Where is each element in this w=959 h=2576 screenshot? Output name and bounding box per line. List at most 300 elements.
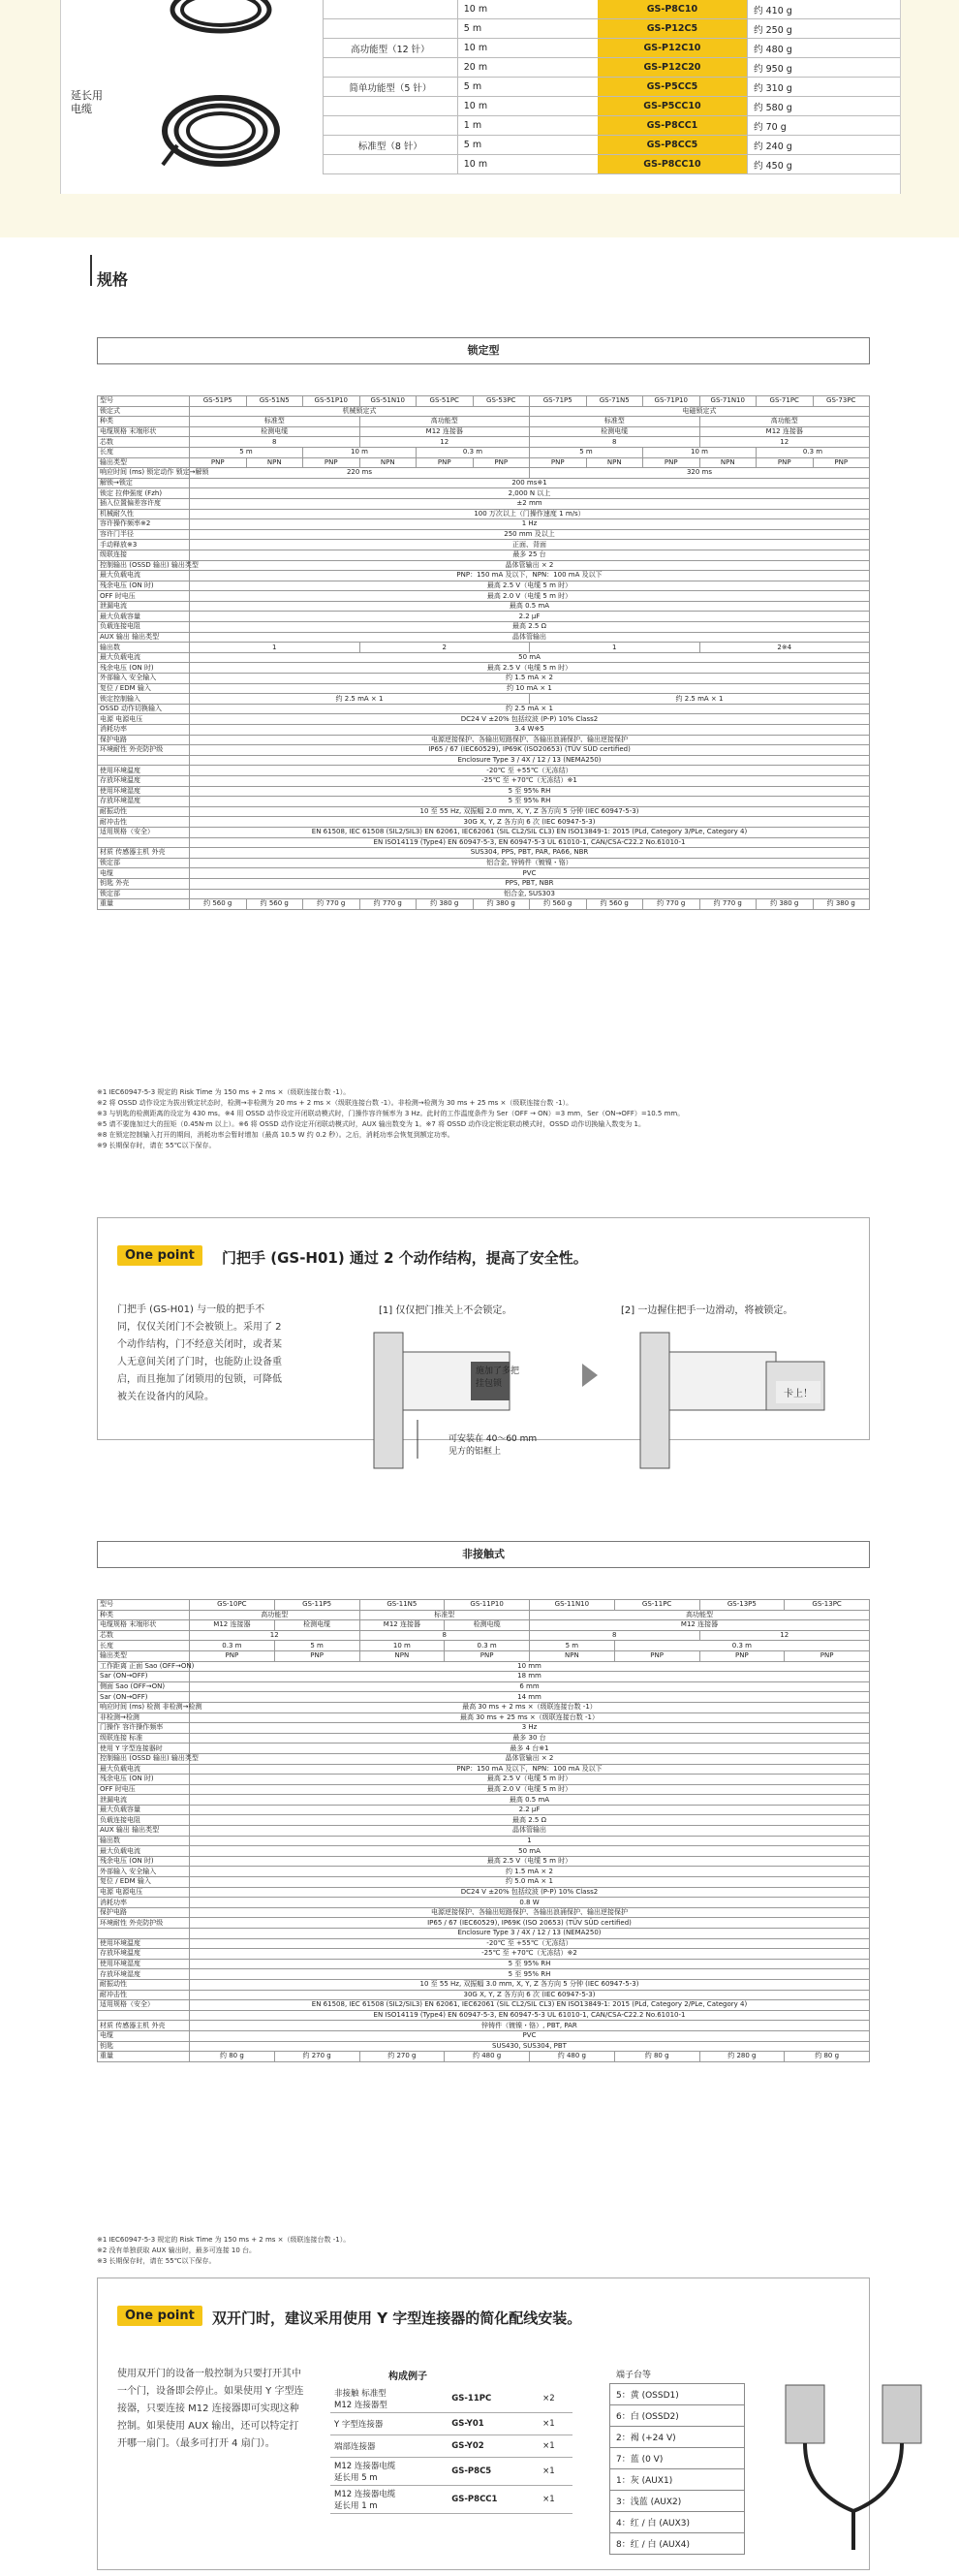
- spec-value: 高功能型: [359, 417, 530, 427]
- spec-value: -20℃ 至 +55℃（无冻结）: [190, 766, 870, 776]
- spec-value: 最高 2.5 V（电缆 5 m 时）: [190, 1856, 870, 1867]
- spec-value: 约 380 g: [757, 899, 814, 910]
- spec-row: [98, 1887, 870, 1898]
- cable-panel: [60, 0, 901, 194]
- wiring-table: [609, 2383, 745, 2555]
- spec-value: IP65 / 67 (IEC60529), IP69K (ISO20653) (TÜV SÜD certified): [190, 745, 870, 756]
- spec-row: [98, 632, 870, 643]
- config-row: [330, 2435, 572, 2458]
- spec-value: DC24 V ±20% 包括纹波 (P-P) 10% Class2: [190, 1887, 870, 1898]
- arrow-right-icon: [582, 1364, 598, 1387]
- spec-value: 检测电缆: [445, 1620, 530, 1631]
- spec-value: 8: [359, 1630, 530, 1641]
- spec-row: [98, 817, 870, 828]
- spec-label: 电源 电源电压: [98, 714, 190, 725]
- cable-wt: 约 480 g: [748, 39, 900, 58]
- spec-value: 锌铸件（镀镍・铬）, PBT, PAR: [190, 2021, 870, 2031]
- spec-value: 0.3 m: [757, 447, 870, 457]
- one-point-badge-2: One point: [117, 2306, 202, 2326]
- cable-pn: GS-P5CC5: [598, 78, 748, 97]
- spec-value: 约 280 g: [699, 2052, 785, 2062]
- spec-value: 5 m: [190, 447, 303, 457]
- spec-label: 最大负载容量: [98, 1805, 190, 1815]
- spec-label: 适用规格（安全）: [98, 2000, 190, 2011]
- spec-row: [98, 704, 870, 714]
- spec-label: 最大负载容量: [98, 612, 190, 622]
- spec-value: 约 10 mA × 1: [190, 683, 870, 694]
- one-point-badge: One point: [117, 1245, 202, 1266]
- spec-value: 2.2 μF: [190, 1805, 870, 1815]
- spec-value: 约 770 g: [643, 899, 700, 910]
- spec-row: [98, 766, 870, 776]
- spec-value: 2※4: [699, 643, 870, 653]
- one-point-heading: 门把手 (GS-H01) 通过 2 个动作结构，提高了安全性。: [222, 1249, 588, 1267]
- spec-label: 电缆: [98, 868, 190, 879]
- spec-value: NPN: [586, 457, 643, 468]
- spec-value: Enclosure Type 3 / 4X / 12 / 13 (NEMA250): [190, 1929, 870, 1939]
- spec-label: 使用 Y 字型连接器时: [98, 1744, 190, 1754]
- config-row: [330, 2486, 572, 2514]
- cable-pn: GS-P5CC10: [598, 97, 748, 116]
- spec-row: [98, 2041, 870, 2052]
- cable-pn: GS-P12C10: [598, 39, 748, 58]
- cable-wt: 约 250 g: [748, 19, 900, 39]
- spec-row: [98, 509, 870, 519]
- spec-row: [98, 406, 870, 417]
- cable-row: [324, 97, 901, 116]
- wire-row: [610, 2448, 745, 2469]
- spec-row: [98, 674, 870, 684]
- spec-value: 约 270 g: [274, 2052, 359, 2062]
- spec-row: [98, 652, 870, 663]
- spec-row: [98, 2021, 870, 2031]
- spec-row: [98, 1650, 870, 1661]
- spec-label: 电缆规格 末端形状: [98, 1620, 190, 1631]
- spec-row: [98, 1600, 870, 1611]
- spec-value: GS-11N10: [530, 1600, 615, 1611]
- one-point-heading-2: 双开门时，建议采用使用 Y 字型连接器的简化配线安装。: [212, 2309, 582, 2327]
- cable-wt: 约 450 g: [748, 155, 900, 174]
- spec-label: 工作距离 正面 Sao (OFF→ON): [98, 1661, 190, 1672]
- footnote: ※1 IEC60947-5-3 规定的 Risk Time 为 150 ms + 2 ms ×（级联连接台数 -1）。: [97, 1088, 351, 1096]
- spec-value: -25℃ 至 +70℃（无冻结）※1: [190, 775, 870, 786]
- spec-row: [98, 1681, 870, 1692]
- spec-label: 环境耐性 外壳防护级: [98, 1918, 190, 1929]
- spec-value: GS-71N5: [586, 396, 643, 407]
- spec-row: [98, 591, 870, 602]
- spec-label: OSSD 动作切换输入: [98, 704, 190, 714]
- spec-value: EN 61508, IEC 61508 (SIL2/SIL3) EN 62061, IEC62061 (SIL CL2/SIL CL3) EN ISO13849-1: 2015 (PLd, Category 3/PLe, Category 4): [190, 827, 870, 837]
- spec-row: [98, 1744, 870, 1754]
- cable-group: [324, 19, 458, 39]
- spec-label: 芯数: [98, 1630, 190, 1641]
- spec-label: 重量: [98, 899, 190, 910]
- spec-value: 220 ms: [190, 468, 530, 479]
- spec-value: GS-53PC: [473, 396, 530, 407]
- spec-label: 重量: [98, 2052, 190, 2062]
- spec-value: 10 m: [303, 447, 417, 457]
- spec-row: [98, 1918, 870, 1929]
- spec-row: [98, 1877, 870, 1888]
- spec-row: [98, 1672, 870, 1682]
- spec-value: 约 1.5 mA × 2: [190, 1867, 870, 1877]
- cable-pn: GS-P12C5: [598, 19, 748, 39]
- spec-value: PNP: [614, 1650, 699, 1661]
- spec-value: 0.3 m: [445, 1641, 530, 1651]
- spec-row: [98, 622, 870, 633]
- wire-label: 6：白 (OSSD2): [610, 2405, 745, 2427]
- footnote: ※8 在锁定控制输入打开的期间，消耗功率会暂时增加（最高 10.5 W 约 0.2 秒）。之后，消耗功率会恢复到额定功率。: [97, 1131, 454, 1139]
- spec-value: 铝合金, 锌铸件（镀镍・铬）: [190, 858, 870, 868]
- spec-value: GS-71N10: [699, 396, 757, 407]
- spec-row: [98, 1620, 870, 1631]
- spec-row: [98, 663, 870, 674]
- spec-row: [98, 1641, 870, 1651]
- spec-value: 约 770 g: [303, 899, 360, 910]
- spec-row: [98, 725, 870, 736]
- wire-row: [610, 2469, 745, 2491]
- spec-label: 存放环境温度: [98, 1949, 190, 1960]
- spec-value: 12: [699, 1630, 870, 1641]
- spec-row: [98, 643, 870, 653]
- spec-value: 电磁锁定式: [530, 406, 870, 417]
- spec-value: NPN: [246, 457, 303, 468]
- spec-value: 晶体管输出: [190, 632, 870, 643]
- step-2-caption: [2] 一边握住把手一边滑动，将被锁定。: [621, 1305, 793, 1316]
- spec-row: [98, 755, 870, 766]
- spec-value: 100 万次以上（门操作速度 1 m/s）: [190, 509, 870, 519]
- cable-group: [324, 0, 458, 19]
- spec-value: NPN: [699, 457, 757, 468]
- spec-row: [98, 437, 870, 448]
- spec-value: GS-11N5: [359, 1600, 445, 1611]
- spec-value: ±2 mm: [190, 498, 870, 509]
- spec-row: [98, 560, 870, 571]
- cable-pn: GS-P12C20: [598, 58, 748, 78]
- spec-label: 容许操作频率※2: [98, 519, 190, 530]
- spec-row: [98, 1949, 870, 1960]
- spec-row: [98, 878, 870, 889]
- spec-label: 响应时间 (ms) 锁定动作 锁定→解锁: [98, 468, 190, 479]
- cable-len: 10 m: [457, 97, 598, 116]
- spec-label: 电缆: [98, 2030, 190, 2041]
- wire-row: [610, 2384, 745, 2405]
- cable-coil-image-2: [158, 87, 284, 174]
- cable-row: [324, 58, 901, 78]
- spec-row: [98, 837, 870, 848]
- cable-group: [324, 97, 458, 116]
- spec-value: PNP: [813, 457, 870, 468]
- spec-label: 级联连接 标准: [98, 1733, 190, 1744]
- cable-wt: 约 410 g: [748, 0, 900, 19]
- spec-row: [98, 735, 870, 745]
- cable-table: [323, 0, 900, 174]
- spec-row: [98, 858, 870, 868]
- spec-row: [98, 694, 870, 705]
- spec-value: 3 Hz: [190, 1723, 870, 1734]
- cable-row: [324, 78, 901, 97]
- spec-row: [98, 1990, 870, 2000]
- wire-row: [610, 2405, 745, 2427]
- spec-row: [98, 1856, 870, 1867]
- step-1-caption: [1] 仅仅把门推关上不会锁定。: [379, 1305, 512, 1316]
- spec-value: PNP: [643, 457, 700, 468]
- spec-value: EN 61508, IEC 61508 (SIL2/SIL3) EN 62061, IEC62061 (SIL CL2/SIL CL3) EN ISO13849-1: 2015 (PLd, Category 2/PLe, Category 4): [190, 2000, 870, 2011]
- spec-row: [98, 1795, 870, 1806]
- spec-value: 检测电缆: [530, 426, 700, 437]
- spec-value: EN ISO14119 (Type4) EN 60947-5-3, EN 60947-5-3 UL 61010-1, CAN/CSA-C22.2 No.61010-1: [190, 837, 870, 848]
- spec-value: PNP: [190, 1650, 275, 1661]
- spec-row: [98, 519, 870, 530]
- footnote: ※9 长期保存时，请在 55℃以下保存。: [97, 1142, 216, 1149]
- spec-value: 2.2 μF: [190, 612, 870, 622]
- spec-label: 电缆规格 末端形状: [98, 426, 190, 437]
- spec-label: 容许门半径: [98, 529, 190, 540]
- spec-value: 最高 30 ms + 2 ms ×（级联连接台数 -1）: [190, 1702, 870, 1712]
- spec-value: 高功能型: [699, 417, 870, 427]
- spec-value: 最高 2.5 V（电缆 5 m 时）: [190, 581, 870, 591]
- spec-value: 约 2.5 mA × 1: [190, 694, 530, 705]
- spec-label: Sar (ON→OFF): [98, 1672, 190, 1682]
- config-cell: GS-Y01: [448, 2413, 539, 2435]
- spec-row: [98, 786, 870, 797]
- spec-label: 控制输出 (OSSD 输出) 输出类型: [98, 1753, 190, 1764]
- spec-value: 50 mA: [190, 1846, 870, 1857]
- spec-value: GS-51PC: [417, 396, 474, 407]
- spec-label: 锁定控制输入: [98, 694, 190, 705]
- spec-row: [98, 478, 870, 488]
- spec-label: 锁定部: [98, 889, 190, 899]
- spec-value: GS-51N10: [359, 396, 417, 407]
- spec-label: 级联连接: [98, 550, 190, 560]
- spec-value: M12 连接器: [699, 426, 870, 437]
- spec-value: PNP: [473, 457, 530, 468]
- spec-value: 12: [699, 437, 870, 448]
- cable-group: 简单功能型（5 针）: [324, 78, 458, 97]
- config-cell: 端部连接器: [330, 2435, 448, 2458]
- spec-row: [98, 612, 870, 622]
- one-point-text: 门把手 (GS-H01) 与一般的把手不同，仅仅关闭门不会被锁上。采用了 2 个动作结构，门不经意关闭时，或者某人无意间关闭了门时，也能防止设备重启，而且拖加了闭锁用的包锁，可降低被关在设备内的风险。: [117, 1304, 282, 1402]
- spec-label: [98, 1929, 190, 1939]
- spec-value: 最高 0.5 mA: [190, 601, 870, 612]
- spec-value: M12 连接器: [190, 1620, 275, 1631]
- spec-row: [98, 1836, 870, 1846]
- config-cell: GS-P8C5: [448, 2458, 539, 2486]
- spec-value: EN ISO14119 (Type4) EN 60947-5-3, EN 60947-5-3 UL 61010-1, CAN/CSA-C22.2 No.61010-1: [190, 2010, 870, 2021]
- spec-value: GS-51N5: [246, 396, 303, 407]
- config-cell: Y 字型连接器: [330, 2413, 448, 2435]
- spec-value: 约 380 g: [417, 899, 474, 910]
- nonlock-table-title: 非接触式: [97, 1541, 870, 1568]
- spec-value: 0.3 m: [614, 1641, 869, 1651]
- spec-value: 约 770 g: [699, 899, 757, 910]
- click-callout: 卡上！: [776, 1381, 820, 1403]
- spec-value: 机械锁定式: [190, 406, 530, 417]
- spec-value: 约 480 g: [530, 2052, 615, 2062]
- cable-len: 1 m: [457, 116, 598, 136]
- spec-label: 负载连接电阻: [98, 1815, 190, 1826]
- wire-row: [610, 2427, 745, 2448]
- wire-row: [610, 2491, 745, 2512]
- spec-label: 最大负载电流: [98, 571, 190, 581]
- cable-wt: 约 310 g: [748, 78, 900, 97]
- spec-label: 响应时间 (ms) 检测 非检测→检测: [98, 1702, 190, 1712]
- spec-value: 18 mm: [190, 1672, 870, 1682]
- spec-value: 6 mm: [190, 1681, 870, 1692]
- spec-label: 侧面 Sao (OFF→ON): [98, 1681, 190, 1692]
- spec-value: PNP: [445, 1650, 530, 1661]
- spec-label: 复位 / EDM 输入: [98, 1877, 190, 1888]
- spec-row: [98, 1733, 870, 1744]
- footnote: ※3 与钥匙的检测距离的设定为 430 ms。※4 用 OSSD 动作设定开闭联动模式时，门操作容许频率为 3 Hz。此时的工作温度条件为 Ser（OFF → ON）=3 mm，Ser（ON→OFF）=10.5 mm。: [97, 1110, 685, 1117]
- spec-value: PNP: [530, 457, 587, 468]
- spec-value: GS-51P10: [303, 396, 360, 407]
- spec-value: GS-71PC: [757, 396, 814, 407]
- spec-label: 电源 电源电压: [98, 1887, 190, 1898]
- spec-value: 约 80 g: [614, 2052, 699, 2062]
- config-example-table: [330, 2385, 572, 2514]
- spec-value: 电源逆接保护、各输出短路保护、各输出浪涌保护、输出逆接保护: [190, 735, 870, 745]
- cable-pn: GS-P8CC5: [598, 136, 748, 155]
- spec-value: 10 至 55 Hz, 双振幅 2.0 mm, X, Y, Z 各方向 5 分钟 (IEC 60947-5-3): [190, 806, 870, 817]
- spec-label: 输出数: [98, 643, 190, 653]
- spec-row: [98, 868, 870, 879]
- y-connector-illustration: [766, 2366, 941, 2560]
- spec-value: 最高 0.5 mA: [190, 1795, 870, 1806]
- spec-value: 3.4 W※5: [190, 725, 870, 736]
- spec-row: [98, 775, 870, 786]
- cable-wt: 约 240 g: [748, 136, 900, 155]
- spec-label: 最大负载电流: [98, 1764, 190, 1775]
- spec-label: 非检测→检测: [98, 1712, 190, 1723]
- spec-value: NPN: [359, 1650, 445, 1661]
- padlock-callout: 施加了多把 挂包锁: [476, 1367, 520, 1389]
- spec-label: [98, 2010, 190, 2021]
- spec-value: 最高 30 ms + 25 ms ×（级联连接台数 -1）: [190, 1712, 870, 1723]
- wire-label: 1：灰 (AUX1): [610, 2469, 745, 2491]
- spec-row: [98, 447, 870, 457]
- spec-value: 5 至 95% RH: [190, 1969, 870, 1980]
- spec-value: 12: [359, 437, 530, 448]
- spec-row: [98, 1846, 870, 1857]
- spec-value: 30G X, Y, Z 各方向 6 次 (IEC 60947-5-3): [190, 817, 870, 828]
- spec-value: 10 mm: [190, 1661, 870, 1672]
- spec-label: 长度: [98, 1641, 190, 1651]
- cable-pn: GS-P8C10: [598, 0, 748, 19]
- spec-value: PNP: [274, 1650, 359, 1661]
- spec-value: PNP: [699, 1650, 785, 1661]
- footnote: ※3 长期保存时，请在 55℃以下保存。: [97, 2257, 216, 2265]
- spec-value: DC24 V ±20% 包括纹波 (P-P) 10% Class2: [190, 714, 870, 725]
- wire-label: 4：红 / 白 (AUX3): [610, 2512, 745, 2533]
- spec-label: 环境耐性 外壳防护级: [98, 745, 190, 756]
- spec-value: 320 ms: [530, 468, 870, 479]
- spec-value: 最多 4 台※1: [190, 1744, 870, 1754]
- spec-label: 耐振动性: [98, 1979, 190, 1990]
- spec-row: [98, 1775, 870, 1785]
- wire-label: 7：蓝 (0 V): [610, 2448, 745, 2469]
- config-cell: M12 连接器电缆 延长用 1 m: [330, 2486, 448, 2514]
- spec-row: [98, 498, 870, 509]
- spec-value: 2,000 N 以上: [190, 488, 870, 499]
- spec-value: PPS, PBT, NBR: [190, 878, 870, 889]
- config-cell: GS-P8CC1: [448, 2486, 539, 2514]
- spec-value: Enclosure Type 3 / 4X / 12 / 13 (NEMA250): [190, 755, 870, 766]
- spec-row: [98, 1929, 870, 1939]
- spec-value: 5 至 95% RH: [190, 786, 870, 797]
- spec-row: [98, 1979, 870, 1990]
- spec-value: 晶体管输出: [190, 1826, 870, 1837]
- wire-row: [610, 2533, 745, 2555]
- config-row: [330, 2458, 572, 2486]
- spec-value: 约 560 g: [246, 899, 303, 910]
- footnote: ※1 IEC60947-5-3 规定的 Risk Time 为 150 ms + 2 ms ×（级联连接台数 -1）。: [97, 2236, 351, 2244]
- spec-value: 约 560 g: [190, 899, 247, 910]
- spec-row: [98, 2052, 870, 2062]
- spec-value: 约 270 g: [359, 2052, 445, 2062]
- spec-value: 8: [530, 437, 700, 448]
- spec-value: GS-71P10: [643, 396, 700, 407]
- spec-value: 5 m: [530, 447, 643, 457]
- spec-label: 耐冲击性: [98, 1990, 190, 2000]
- spec-row: [98, 1826, 870, 1837]
- wire-label: 5：黄 (OSSD1): [610, 2384, 745, 2405]
- cable-pn: GS-P8CC1: [598, 116, 748, 136]
- spec-row: [98, 889, 870, 899]
- cable-coil-image-1: [168, 0, 274, 39]
- config-row: [330, 2413, 572, 2435]
- spec-value: PVC: [190, 868, 870, 879]
- spec-value: 约 2.5 mA × 1: [190, 704, 870, 714]
- cable-len: 5 m: [457, 78, 598, 97]
- spec-label: 长度: [98, 447, 190, 457]
- cable-group: [324, 155, 458, 174]
- spec-label: 耐振动性: [98, 806, 190, 817]
- spec-label: 残余电压 (ON 时): [98, 581, 190, 591]
- spec-value: 约 2.5 mA × 1: [530, 694, 870, 705]
- spec-value: 10 m: [359, 1641, 445, 1651]
- section-title: 规格: [97, 270, 129, 289]
- spec-label: 型号: [98, 1600, 190, 1611]
- spec-value: 最高 2.5 Ω: [190, 1815, 870, 1826]
- spec-label: 外部输入 安全输入: [98, 1867, 190, 1877]
- cable-group: 高功能型（12 针）: [324, 39, 458, 58]
- spec-value: PNP: [757, 457, 814, 468]
- spec-value: IP65 / 67 (IEC60529), IP69K (ISO 20653) (TÜV SÜD certified): [190, 1918, 870, 1929]
- spec-value: 最高 2.0 V（电缆 5 m 时）: [190, 591, 870, 602]
- spec-label: 泄漏电流: [98, 601, 190, 612]
- spec-label: 消耗功率: [98, 725, 190, 736]
- spec-label: 钥匙 外壳: [98, 878, 190, 889]
- spec-value: PNP：150 mA 及以下，NPN：100 mA 及以下: [190, 571, 870, 581]
- spec-row: [98, 550, 870, 560]
- spec-value: 1: [190, 643, 360, 653]
- spec-value: 标准型: [530, 417, 700, 427]
- cable-pn: GS-P8CC10: [598, 155, 748, 174]
- lock-spec-table: [97, 395, 870, 910]
- spec-value: SUS304, PPS, PBT, PAR, PA66, NBR: [190, 848, 870, 859]
- spec-label: 最大负载电流: [98, 1846, 190, 1857]
- spec-row: [98, 899, 870, 910]
- spec-label: 保护电路: [98, 1907, 190, 1918]
- spec-row: [98, 848, 870, 859]
- spec-label: OFF 时电压: [98, 1784, 190, 1795]
- cable-row: [324, 136, 901, 155]
- spec-label: 耐冲击性: [98, 817, 190, 828]
- spec-row: [98, 1753, 870, 1764]
- one-point-box-1: [97, 1217, 870, 1457]
- cable-wt: 约 580 g: [748, 97, 900, 116]
